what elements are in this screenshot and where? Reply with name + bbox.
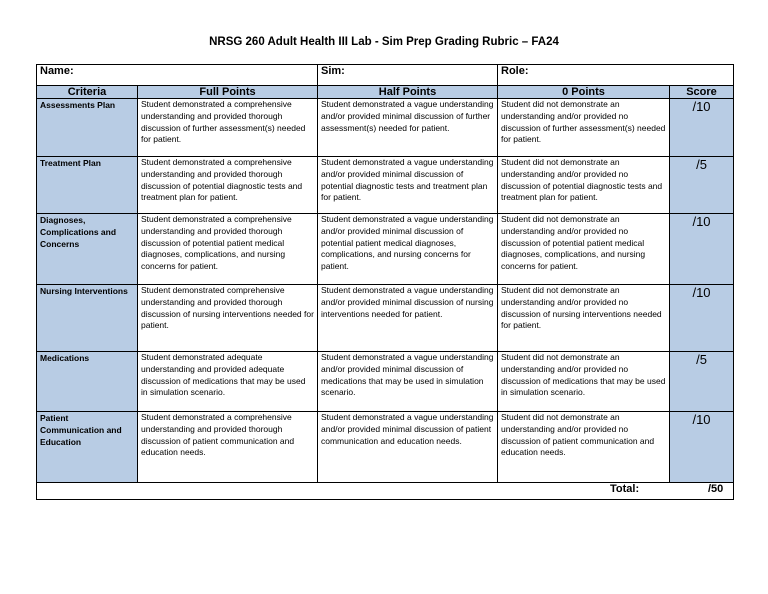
score-cell[interactable]: /5 — [670, 157, 734, 214]
criteria-cell: Nursing Interventions — [37, 285, 138, 352]
sim-field[interactable]: Sim: — [318, 65, 498, 86]
full-points-cell: Student demonstrated adequate understanding and provided adequate discussion of medications that may be used in simulation scenario. — [138, 352, 318, 412]
rubric-row — [37, 157, 734, 214]
half-points-cell: Student demonstrated a vague understanding and/or provided minimal discussion of potential patient medical diagnoses, complications, and nursing concerns for patient. — [318, 214, 498, 285]
student-info-row — [37, 65, 734, 86]
document-title: NRSG 260 Adult Health III Lab - Sim Prep Grading Rubric – FA24 — [209, 36, 559, 48]
half-points-cell: Student demonstrated a vague understanding and/or provided minimal discussion of nursing interventions needed for patient. — [318, 285, 498, 352]
half-points-cell: Student demonstrated a vague understanding and/or provided minimal discussion of medications that may be used in simulation scenario. — [318, 352, 498, 412]
role-field[interactable]: Role: — [498, 65, 734, 86]
score-cell[interactable]: /10 — [670, 99, 734, 157]
score-header: Score — [670, 86, 734, 99]
criteria-header: Criteria — [37, 86, 138, 99]
name-field[interactable]: Name: — [37, 65, 318, 86]
criteria-cell: Assessments Plan — [37, 99, 138, 157]
rubric-row — [37, 99, 734, 157]
score-cell[interactable]: /10 — [670, 214, 734, 285]
score-cell[interactable]: /10 — [670, 285, 734, 352]
half-points-cell: Student demonstrated a vague understanding and/or provided minimal discussion of potential diagnostic tests and treatment plan for patient. — [318, 157, 498, 214]
zero-points-cell: Student did not demonstrate an understanding and/or provided no discussion of further assessment(s) needed for patient. — [498, 99, 670, 157]
grading-rubric-table — [36, 64, 734, 500]
total-label: Total: — [610, 483, 640, 495]
rubric-row — [37, 285, 734, 352]
half-points-cell: Student demonstrated a vague understanding and/or provided minimal discussion of patient communication and education needs. — [318, 412, 498, 483]
full-points-cell: Student demonstrated a comprehensive understanding and provided thorough discussion of potential patient medical diagnoses, complications, and nursing concerns for patient. — [138, 214, 318, 285]
full-points-cell: Student demonstrated a comprehensive understanding and provided thorough discussion of patient communication and education needs. — [138, 412, 318, 483]
zero-points-cell: Student did not demonstrate an understanding and/or provided no discussion of patient communication and education needs. — [498, 412, 670, 483]
criteria-cell: Patient Communication and Education — [37, 412, 138, 483]
criteria-cell: Diagnoses, Complications and Concerns — [37, 214, 138, 285]
full-points-cell: Student demonstrated a comprehensive understanding and provided thorough discussion of potential diagnostic tests and treatment plan for patient. — [138, 157, 318, 214]
criteria-cell: Medications — [37, 352, 138, 412]
total-row — [37, 483, 734, 500]
half-points-cell: Student demonstrated a vague understanding and/or provided minimal discussion of further assessment(s) needed for patient. — [318, 99, 498, 157]
zero-points-cell: Student did not demonstrate an understanding and/or provided no discussion of potential diagnostic tests and treatment plan for patient. — [498, 157, 670, 214]
zero-points-cell: Student did not demonstrate an understanding and/or provided no discussion of nursing interventions needed for patient. — [498, 285, 670, 352]
zero-points-header: 0 Points — [498, 86, 670, 99]
full-points-header: Full Points — [138, 86, 318, 99]
total-score[interactable]: /50 — [708, 483, 724, 495]
criteria-cell: Treatment Plan — [37, 157, 138, 214]
score-cell[interactable]: /10 — [670, 412, 734, 483]
rubric-row — [37, 352, 734, 412]
full-points-cell: Student demonstrated comprehensive understanding and provided thorough discussion of nursing interventions needed for patient. — [138, 285, 318, 352]
zero-points-cell: Student did not demonstrate an understanding and/or provided no discussion of potential patient medical diagnoses, complications, and nursing concerns for patient. — [498, 214, 670, 285]
score-cell[interactable]: /5 — [670, 352, 734, 412]
column-header-row — [37, 86, 734, 99]
half-points-header: Half Points — [318, 86, 498, 99]
full-points-cell: Student demonstrated a comprehensive understanding and provided thorough discussion of further assessment(s) needed for patient. — [138, 99, 318, 157]
rubric-row — [37, 214, 734, 285]
rubric-row — [37, 412, 734, 483]
zero-points-cell: Student did not demonstrate an understanding and/or provided no discussion of medications that may be used in simulation scenario. — [498, 352, 670, 412]
